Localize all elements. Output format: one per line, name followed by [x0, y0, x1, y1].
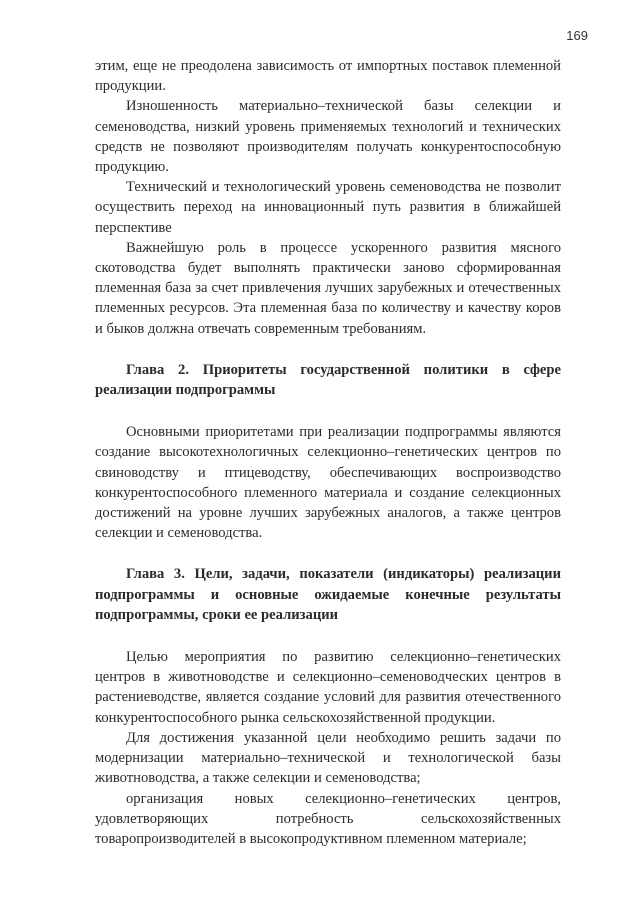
paragraph-breeding-base: Важнейшую роль в процессе ускоренного развития мясного скотоводства будет выполнять практически заново сформированная племенная база за счет привлечения лучших зарубежных и отечественных племенных ресурсов. Эта племенная база по количеству и качеству коров и быков должна отвечать современным требованиям. — [95, 239, 561, 337]
spacer — [95, 400, 561, 422]
document-body — [95, 56, 561, 849]
paragraph-wear: Изношенность материально–технической базы селекции и семеноводства, низкий уровень применяемых технологий и технических средств не позволяют производителям получать конкурентоспособную продукцию. — [95, 98, 561, 176]
chapter-3-heading: Глава 3. Цели, задачи, показатели (индикаторы) реализации подпрограммы и основные ожидаемые конечные результаты подпрограммы, сроки ее реализации — [95, 566, 561, 623]
paragraph-technical-level: Технический и технологический уровень семеноводства не позволит осуществить переход на инновационный путь развития в ближайшей перспективе — [95, 179, 561, 236]
chapter-2-paragraph: Основными приоритетами при реализации подпрограммы являются создание высокотехнологичных селекционно–генетических центров по свиноводству и птицеводству, обеспечивающих воспроизводство конкурентоспособного племенного материала и создание селекционных достижений на уровне лучших зарубежных аналогов, а также центров селекции и семеноводства. — [95, 424, 561, 542]
chapter-3-paragraph-goal: Целью мероприятия по развитию селекционно–генетических центров в животноводстве и селекционно–семеноводческих центров в растениеводстве, является создание условий для развития отечественного конкурентоспособного рынка сельскохозяйственной продукции. — [95, 649, 561, 726]
chapter-3-paragraph-tasks: Для достижения указанной цели необходимо решить задачи по модернизации материально–технической и технологической базы животноводства, а также селекции и семеноводства; — [95, 729, 561, 787]
spacer — [95, 625, 561, 647]
chapter-2-heading: Глава 2. Приоритеты государственной политики в сфере реализации подпрограммы — [95, 361, 561, 399]
chapter-3-paragraph-organization: организация новых селекционно–генетических центров, удовлетворяющих потребность сельскохозяйственных товаропроизводителей в высокопродуктивном племенном материале; — [95, 790, 561, 847]
page-number: 169 — [566, 28, 588, 43]
paragraph-continuation: этим, еще не преодолена зависимость от импортных поставок племенной продукции. — [95, 58, 561, 95]
